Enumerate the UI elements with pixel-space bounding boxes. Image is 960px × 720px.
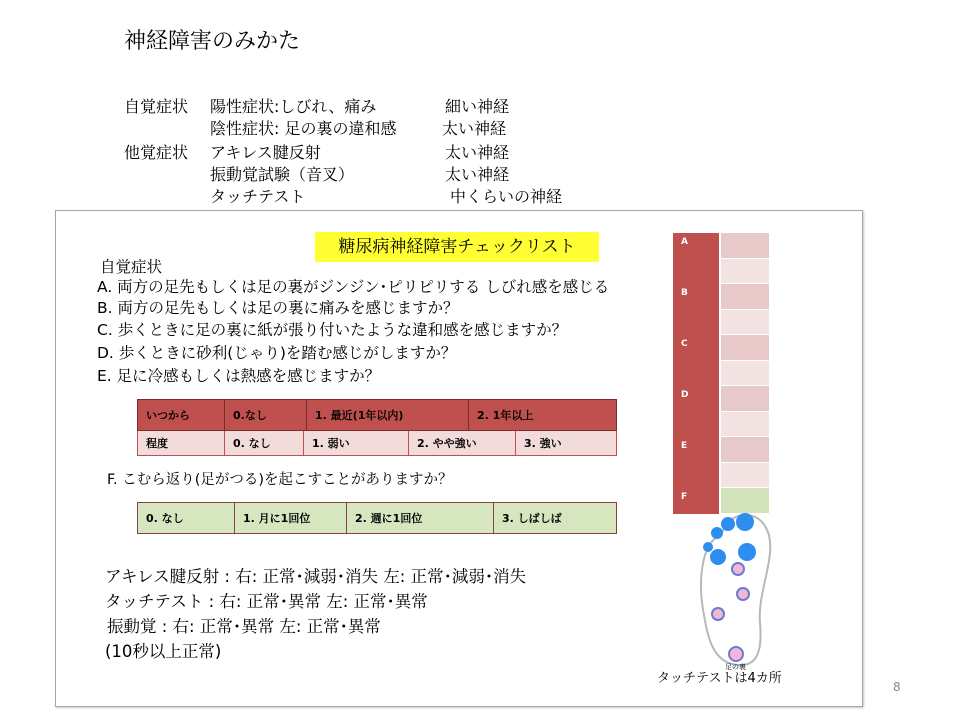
answer-box[interactable]: [721, 361, 769, 387]
answer-label-d: D: [673, 386, 719, 412]
answer-label-f: F: [673, 488, 719, 514]
question-f: F. こむら返り(足がつる)を起こすことがありますか？: [107, 472, 453, 488]
answer-box[interactable]: [721, 386, 769, 412]
symptom-item: 陽性症状:しびれ、痛み: [210, 97, 377, 116]
touch-point: [738, 543, 756, 561]
answer-box[interactable]: [721, 463, 769, 489]
foot-outline: [701, 515, 770, 665]
exam-vibration: 振動覚 : 右: 正常･異常 左: 正常･異常: [107, 617, 381, 636]
question-e: E. 足に冷感もしくは熱感を感じますか？: [97, 367, 381, 385]
symptom-category: 他覚症状: [124, 143, 189, 162]
exam-achilles: アキレス腱反射 : 右: 正常･減弱･消失 左: 正常･減弱･消失: [105, 567, 527, 586]
onset-option[interactable]: 0.なし: [225, 400, 307, 431]
question-a: A. 両方の足先もしくは足の裏がジンジン･ピリピリする しびれ感を感じる: [97, 278, 610, 296]
cramp-option[interactable]: 0. なし: [138, 503, 235, 534]
answer-label-spacer: [673, 310, 719, 336]
answer-label-spacer: [673, 463, 719, 489]
severity-option[interactable]: 0. なし: [225, 431, 304, 455]
toe-dot: [703, 542, 713, 552]
symptom-item: 陰性症状: 足の裏の違和感: [210, 119, 397, 138]
nerve-type: 細い神経: [445, 97, 510, 116]
touch-point: [710, 549, 726, 565]
touch-point: [737, 588, 749, 600]
foot-label: 足の裏: [725, 663, 746, 671]
symptom-item: 振動覚試験（音叉）: [210, 165, 355, 184]
question-d: D. 歩くときに砂利(じゃり)を踏む感じがしますか？: [97, 344, 457, 362]
page-title: 神経障害のみかた: [124, 29, 301, 54]
answer-box[interactable]: [721, 412, 769, 438]
severity-option[interactable]: 1. 弱い: [304, 431, 409, 455]
onset-label: いつから: [138, 400, 225, 431]
answer-box[interactable]: [721, 259, 769, 285]
onset-option[interactable]: 1. 最近(1年以内): [307, 400, 469, 431]
answer-box[interactable]: [721, 233, 769, 259]
checklist-banner: 糖尿病神経障害チェックリスト: [315, 232, 599, 262]
symptom-item: アキレス腱反射: [210, 143, 321, 162]
exam-note: (10秒以上正常): [105, 642, 222, 661]
nerve-type: 太い神経: [445, 165, 510, 184]
onset-option[interactable]: 2. 1年以上: [469, 400, 617, 431]
answer-label-spacer: [673, 412, 719, 438]
nerve-type: 中くらいの神経: [450, 187, 563, 206]
answer-box[interactable]: [721, 284, 769, 310]
severity-label: 程度: [138, 431, 225, 456]
answer-box[interactable]: [721, 335, 769, 361]
cramp-option[interactable]: 1. 月に1回位: [235, 503, 347, 534]
answer-label-a: A: [673, 233, 719, 259]
severity-row: [138, 431, 617, 456]
severity-option[interactable]: 3. 強い: [516, 431, 617, 455]
onset-row: [138, 400, 617, 431]
answer-box[interactable]: [721, 437, 769, 463]
cramp-option[interactable]: 3. しばしば: [494, 503, 617, 534]
subjective-label: 自覚症状: [100, 258, 163, 276]
onset-severity-table: [137, 399, 617, 456]
nerve-type: 太い神経: [445, 143, 510, 162]
answer-label-spacer: [673, 361, 719, 387]
foot-sole-diagram: [690, 505, 790, 671]
answer-sidebar: [673, 233, 769, 514]
answer-label-c: C: [673, 335, 719, 361]
answer-label-spacer: [673, 259, 719, 285]
symptom-category: 自覚症状: [124, 97, 189, 116]
cramp-option[interactable]: 2. 週に1回位: [347, 503, 494, 534]
symptom-item: タッチテスト: [210, 187, 306, 206]
severity-options-cell: [225, 431, 617, 456]
touch-point: [732, 563, 744, 575]
page-number: 8: [893, 680, 901, 694]
question-c: C. 歩くときに足の裏に紙が張り付いたような違和感を感じますか？: [97, 321, 568, 339]
severity-option[interactable]: 2. やや強い: [409, 431, 516, 455]
cramp-frequency-table: [137, 502, 617, 534]
severity-options: [225, 431, 616, 455]
nerve-type: 太い神経: [442, 119, 507, 138]
answer-label-e: E: [673, 437, 719, 463]
toe-dot: [721, 517, 735, 531]
foot-caption: タッチテストは4カ所: [657, 671, 782, 686]
toe-dot: [736, 513, 754, 531]
touch-point: [729, 647, 743, 661]
exam-touch: タッチテスト : 右: 正常･異常 左: 正常･異常: [105, 592, 428, 611]
answer-label-b: B: [673, 284, 719, 310]
touch-point: [712, 608, 724, 620]
question-b: B. 両方の足先もしくは足の裏に痛みを感じますか？: [97, 299, 459, 317]
toe-dot: [711, 527, 723, 539]
answer-box[interactable]: [721, 310, 769, 336]
